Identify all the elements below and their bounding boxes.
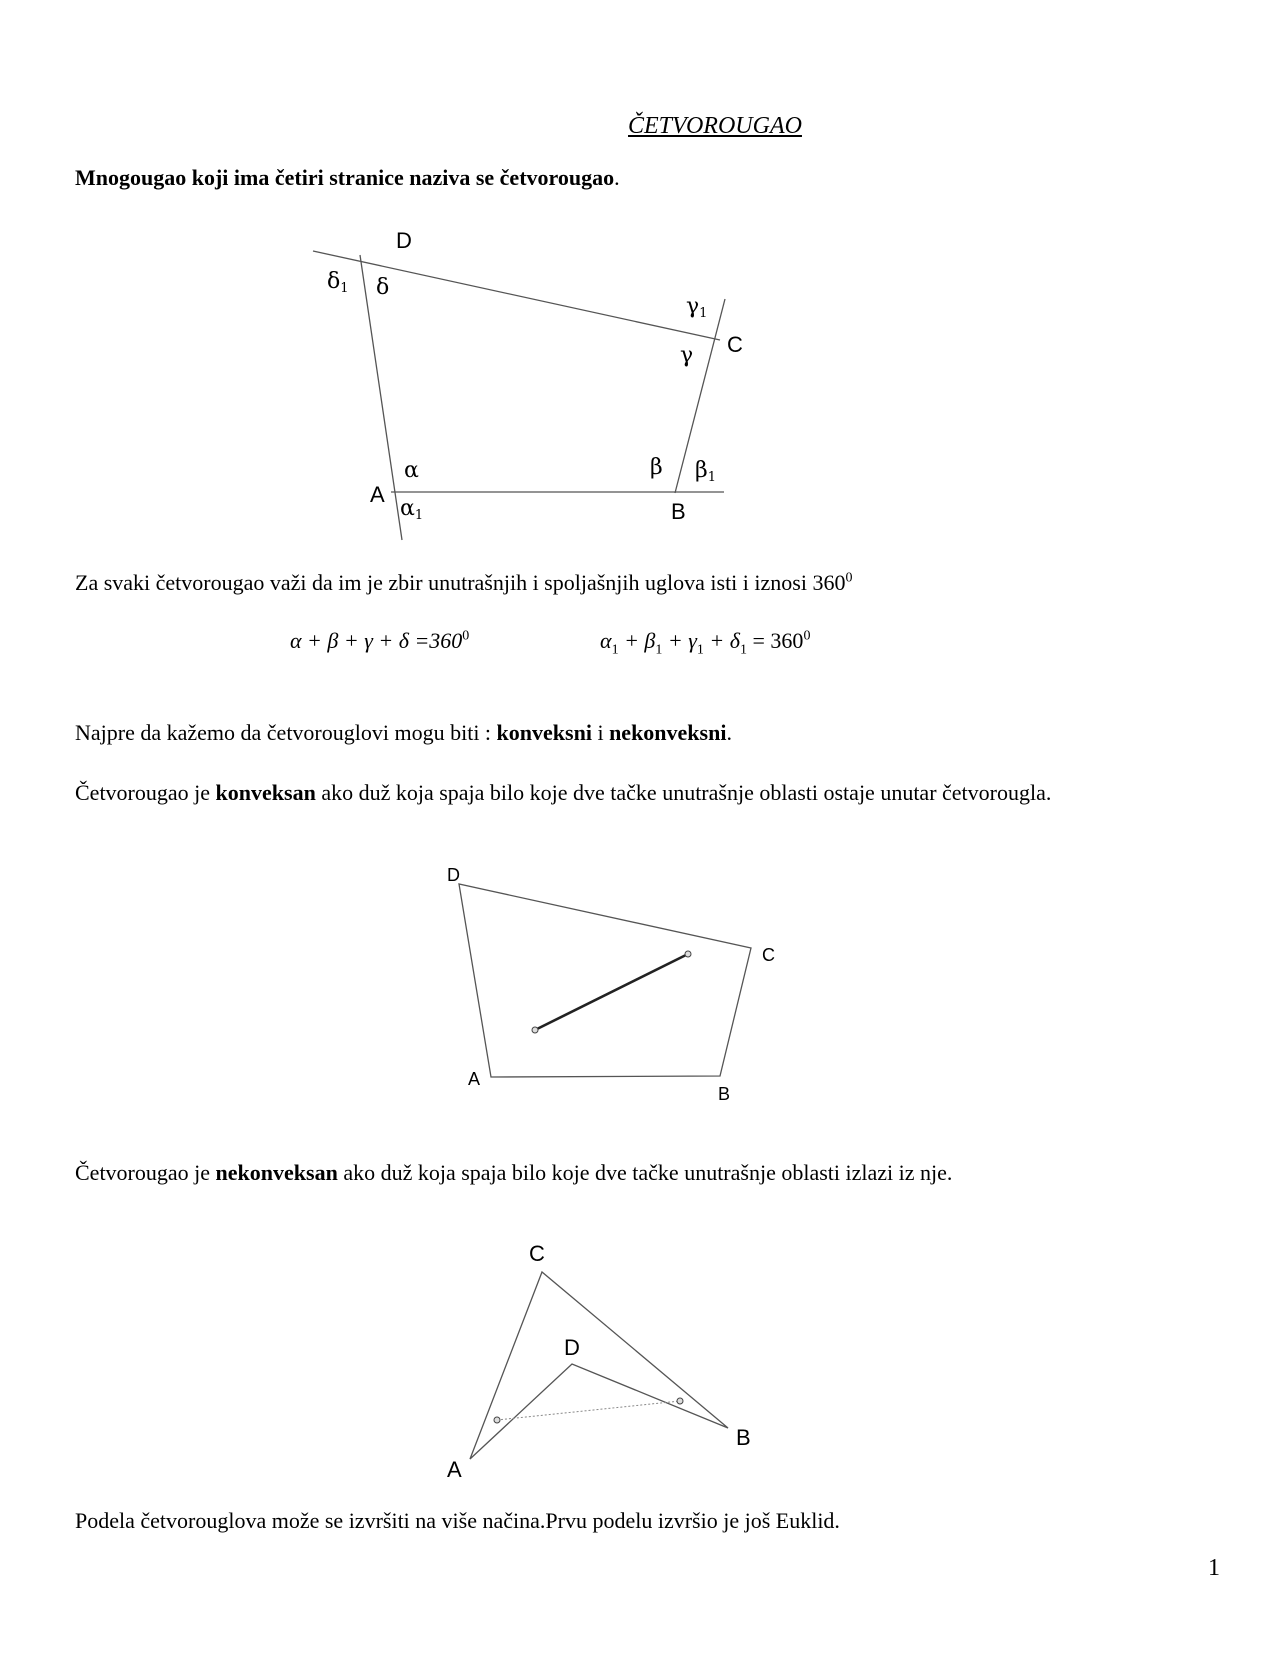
segment-point-1: [494, 1417, 500, 1423]
delta1-symbol: δ1: [327, 269, 349, 296]
formula-exterior: $\alpha_1 + \beta_1 + \gamma_1 + \delta_1 = 360^0$: [600, 628, 811, 658]
vertex-d-label: D: [396, 228, 412, 253]
delta-symbol: δ: [376, 275, 390, 300]
page-number: 1: [1208, 1555, 1220, 1581]
nonconvex-polygon: [470, 1272, 728, 1459]
alpha1-symbol: α1: [400, 496, 424, 523]
page-title: ČETVOROUGAO: [628, 113, 802, 139]
vertex-a-label: A: [447, 1457, 462, 1482]
vertex-a-label: A: [468, 1069, 481, 1089]
segment-point-2: [677, 1398, 683, 1404]
gamma-symbol: γ: [680, 343, 694, 368]
vertex-d-label: D: [564, 1335, 580, 1360]
vertex-c-label: C: [727, 332, 743, 357]
vertex-b-label: B: [736, 1425, 751, 1450]
definition-text: Mnogougao koji ima četiri stranice naziva se četvorougao.: [75, 165, 620, 190]
nonconvex-definition-text: Četvorougao je nekonveksan ako duž koja spaja bilo koje dve tačke unutrašnje oblasti izlazi iz nje.: [75, 1160, 953, 1185]
outer-dotted-segment: [497, 1401, 680, 1420]
gamma1-symbol: γ1: [686, 294, 708, 321]
angle-sum-text: Za svaki četvorougao važi da im je zbir unutrašnjih i spoljašnjih uglova isti i iznosi $360^0$: [75, 570, 853, 595]
convex-definition-text: Četvorougao je konveksan ako duž koja spaja bilo koje dve tačke unutrašnje oblasti ostaje unutar četvorougla.: [75, 780, 1052, 805]
beta-symbol: β: [650, 455, 663, 480]
vertex-c-label: C: [762, 945, 775, 965]
vertex-b-label: B: [718, 1084, 731, 1104]
vertex-a-label: A: [370, 482, 385, 507]
alpha-symbol: α: [404, 458, 419, 483]
vertex-b-label: B: [671, 499, 686, 524]
types-text: Najpre da kažemo da četvorouglovi mogu biti : konveksni i nekonveksni.: [75, 720, 732, 745]
division-text: Podela četvorouglova može se izvršiti na više načina.Prvu podelu izvršio je još Euklid.: [75, 1508, 840, 1533]
beta1-symbol: β1: [695, 458, 716, 485]
formula-interior: $\alpha + \beta + \gamma + \delta =360^0$: [290, 628, 470, 653]
vertex-c-label: C: [529, 1241, 545, 1266]
vertex-d-label: D: [447, 865, 460, 885]
